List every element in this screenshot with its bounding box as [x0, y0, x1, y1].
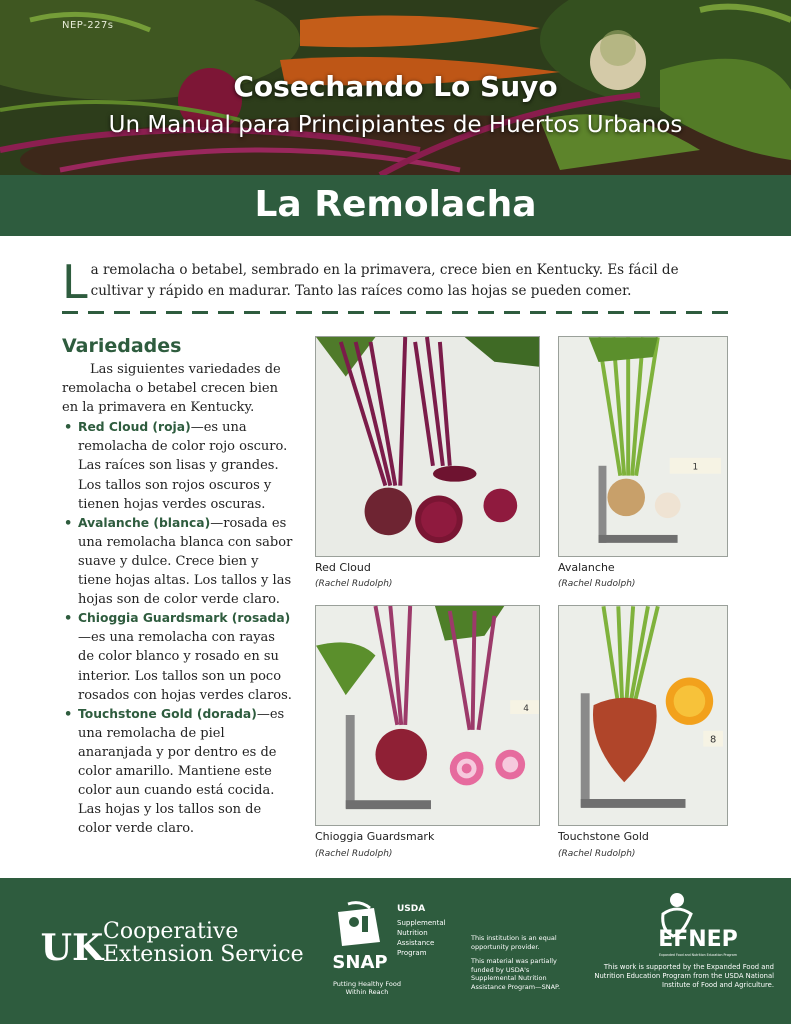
chioggia-row-tag: 4	[523, 704, 529, 715]
snap-logo-icon	[330, 902, 394, 978]
efnep-logo-icon	[643, 890, 753, 960]
coop-line-1: Cooperative	[103, 919, 239, 944]
variety-name: Chioggia Guardsmark (rosada)	[78, 611, 291, 626]
varieties-list	[62, 418, 294, 838]
uk-logo-icon	[40, 922, 104, 969]
avalanche-row-tag: 1	[692, 462, 699, 473]
snap-funding-text: This material was partially funded by USDA's Supplemental Nutrition Assistance Program—SNAP.	[471, 957, 561, 991]
photo-credit: (Rachel Rudolph)	[315, 579, 393, 589]
varieties-intro: Las siguientes variedades de remolacha o betabel crecen bien en la primavera en Kentucky.	[62, 362, 281, 416]
efnep-logo-tagline: Expanded Food and Nutrition Education Program	[659, 953, 737, 957]
variety-name: Touchstone Gold (dorada)	[78, 706, 257, 721]
photo-chioggia	[315, 605, 540, 826]
photo-caption: Chioggia Guardsmark	[315, 830, 435, 843]
touchstone-gold-beet-image	[559, 606, 727, 825]
photo-credit: (Rachel Rudolph)	[558, 579, 636, 589]
photo-caption: Red Cloud	[315, 561, 371, 574]
red-cloud-beet-image	[316, 337, 539, 556]
efnep-support-text: This work is supported by the Expanded Food and Nutrition Education Program from the USDA National Institute of Food and Agriculture.	[594, 963, 774, 989]
chioggia-beet-image	[316, 606, 539, 825]
title-band	[0, 175, 791, 236]
photo-caption: Avalanche	[558, 561, 615, 574]
variety-description: —es una remolacha de piel anaranjada y por dentro es de color amarillo. Mantiene este color aun cuando está cocida. Las hojas y los tallos son de color verde claro.	[78, 706, 285, 837]
varieties-section	[62, 360, 294, 838]
usda-label: USDA	[397, 904, 426, 914]
funding-notice	[471, 934, 571, 991]
list-item	[62, 609, 294, 704]
hero-banner	[0, 0, 791, 175]
snap-full-name: Supplemental Nutrition Assistance Program	[397, 919, 446, 957]
avalanche-beet-image	[559, 337, 727, 556]
uk-logo-text: UK	[40, 927, 104, 969]
variety-name: Red Cloud (roja)	[78, 420, 191, 435]
photo-touchstone-gold	[558, 605, 728, 826]
drop-cap: L	[62, 255, 88, 309]
photo-caption: Touchstone Gold	[558, 830, 649, 843]
snap-tagline: Putting Healthy Food Within Reach	[333, 980, 401, 996]
list-item	[62, 705, 294, 839]
equal-opportunity-text: This institution is an equal opportunity provider.	[471, 934, 557, 951]
series-subtitle: Un Manual para Principiantes de Huertos Urbanos	[108, 112, 683, 138]
varieties-heading: Variedades	[62, 335, 182, 357]
coop-line-2: Extension Service	[103, 942, 304, 967]
cooperative-extension-wordmark	[103, 920, 304, 966]
variety-name: Avalanche (blanca)	[78, 515, 211, 530]
efnep-logo-text: EFNEP	[658, 927, 738, 952]
page-title: La Remolacha	[254, 184, 537, 225]
photo-avalanche	[558, 336, 728, 557]
list-item	[62, 418, 294, 513]
snap-logo-text: SNAP	[332, 952, 388, 973]
dashed-divider	[62, 311, 730, 314]
photo-credit: (Rachel Rudolph)	[558, 849, 636, 859]
intro-text: a remolacha o betabel, sembrado en la primavera, crece bien en Kentucky. Es fácil de cultivar y rápido en madurar. Tanto las raíces como las hojas se pueden comer.	[90, 262, 679, 299]
variety-description: —es una remolacha con rayas de color blanco y rosado en su interior. Los tallos son un poco rosados con hojas verdes claros.	[78, 630, 292, 703]
photo-red-cloud	[315, 336, 540, 557]
intro-paragraph	[62, 255, 732, 309]
document-code: NEP-227s	[62, 20, 114, 31]
touchstone-row-tag: 8	[710, 734, 717, 746]
variety-description: —rosada es una remolacha blanca con sabor suave y dulce. Crece bien y tiene hojas altas. Los tallos y las hojas son de color verde claro.	[78, 515, 293, 608]
list-item	[62, 514, 294, 609]
photo-credit: (Rachel Rudolph)	[315, 849, 393, 859]
variety-description: —es una remolacha de color rojo oscuro. Las raíces son lisas y grandes. Los tallos son rojos oscuros y tienen hojas verdes oscuras.	[78, 420, 288, 512]
series-title: Cosechando Lo Suyo	[233, 70, 558, 103]
